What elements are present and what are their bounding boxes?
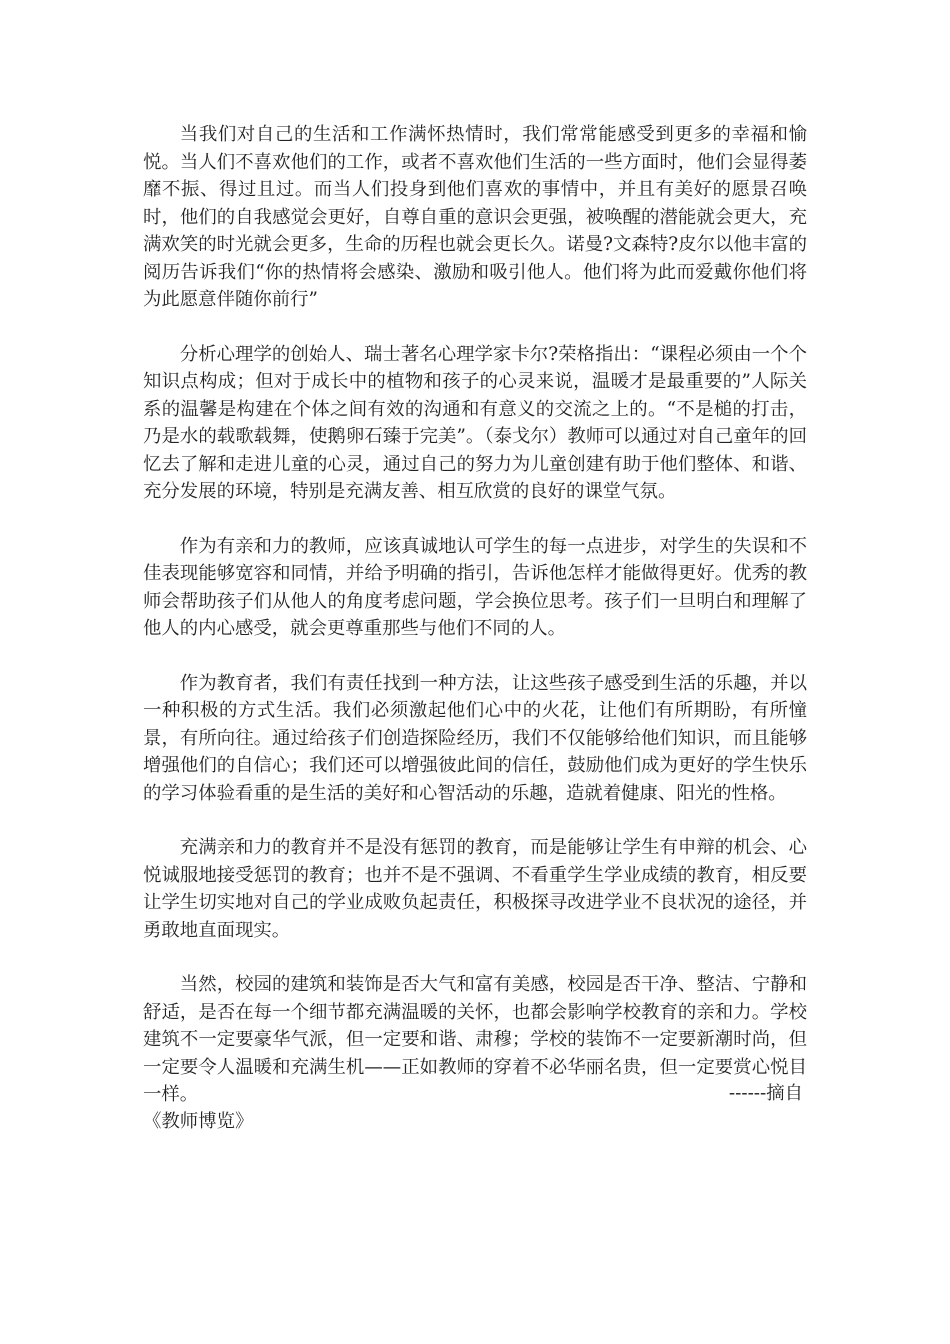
article-body xyxy=(143,121,807,1136)
attribution-prefix: ------摘自 xyxy=(728,1083,803,1104)
paragraph-4: 作为教育者，我们有责任找到一种方法，让这些孩子感受到生活的乐趣，并以一种积极的方式生活。我们必须激起他们心中的火花，让他们有所期盼，有所憧景，有所向往。通过给孩子们创造探险经历，我们不仅能够给他们知识，而且能够增强他们的自信心；我们还可以增强彼此间的信任，鼓励他们成为更好的学生快乐的学习体验看重的是生活的美好和心智活动的乐趣，造就着健康、阳光的性格。 xyxy=(143,672,807,804)
source-attribution xyxy=(143,1080,807,1135)
paragraph-5: 充满亲和力的教育并不是没有惩罚的教育，而是能够让学生有申辩的机会、心悦诚服地接受惩罚的教育；也并不是不强调、不看重学生学业成绩的教育，相反要让学生切实地对自己的学业成败负起责任，积极探寻改进学业不良状况的途径，并勇敢地直面现实。 xyxy=(143,837,807,941)
paragraph-2: 分析心理学的创始人、瑞士著名心理学家卡尔?荣格指出：“课程必须由一个个知识点构成；但对于成长中的植物和孩子的心灵来说，温暖才是最重要的”人际关系的温馨是构建在个体之间有效的沟通和有意义的交流之上的。“不是槌的打击，乃是水的载歌载舞，使鹅卵石臻于完美”。（泰戈尔）教师可以通过对自己童年的回忆去了解和走进儿童的心灵，通过自己的努力为儿童创建有助于他们整体、和谐、充分发展的环境，特别是充满友善、相互欣赏的良好的课堂气氛。 xyxy=(143,343,807,502)
paragraph-6: 当然，校园的建筑和装饰是否大气和富有美感，校园是否干净、整洁、宁静和舒适，是否在每一个细节都充满温暖的关怀，也都会影响学校教育的亲和力。学校建筑不一定要豪华气派，但一定要和谐、肃穆；学校的装饰不一定要新潮时尚，但一定要令人温暖和充满生机——正如教师的穿着不必华丽名贵，但一定要赏心悦目一样。 xyxy=(143,974,807,1105)
paragraph-1: 当我们对自己的生活和工作满怀热情时，我们常常能感受到更多的幸福和愉悦。当人们不喜欢他们的工作，或者不喜欢他们生活的一些方面时，他们会显得萎靡不振、得过且过。而当人们投身到他们喜欢的事情中，并且有美好的愿景召唤时，他们的自我感觉会更好，自尊自重的意识会更强，被唤醒的潜能就会更大，充满欢笑的时光就会更多，生命的历程也就会更长久。诺曼?文森特?皮尔以他丰富的阅历告诉我们“你的热情将会感染、激励和吸引他人。他们将为此而爱戴你他们将为此愿意伴随你前行” xyxy=(143,124,807,310)
paragraph-3: 作为有亲和力的教师，应该真诚地认可学生的每一点进步，对学生的失误和不佳表现能够宽容和同情，并给予明确的指引，告诉他怎样才能做得更好。优秀的教师会帮助孩子们从他人的角度考虑问题，学会换位思考。孩子们一旦明白和理解了他人的内心感受，就会更尊重那些与他们不同的人。 xyxy=(143,535,807,639)
attribution-source-title: 《教师博览》 xyxy=(143,1110,254,1132)
